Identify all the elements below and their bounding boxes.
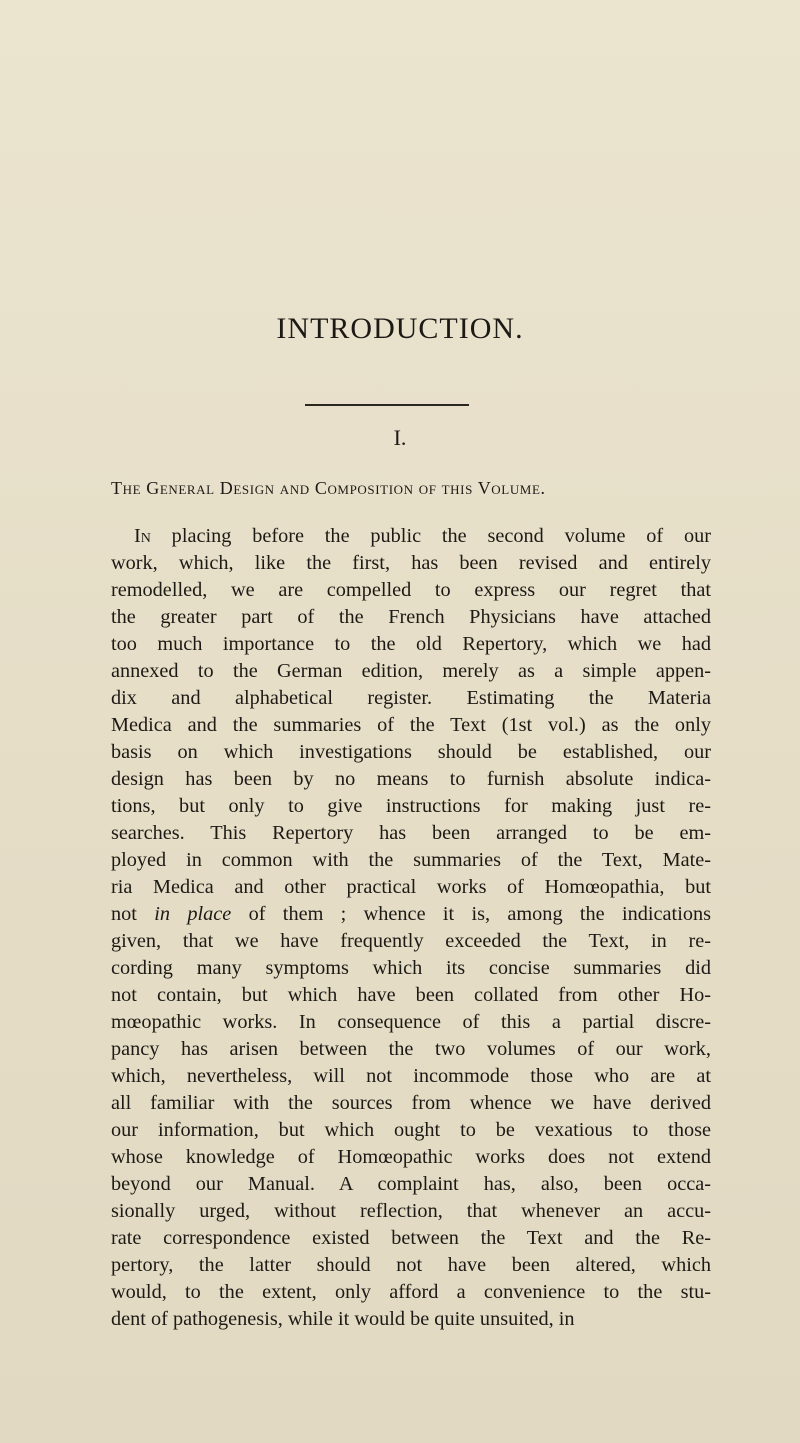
section-number: I. xyxy=(393,425,407,450)
text-line: too much importance to the old Repertory, which we had xyxy=(111,633,711,655)
text-line: In placing before the public the second volume of our xyxy=(134,525,711,547)
text-line: dent of pathogenesis, while it would be quite unsuited, in xyxy=(111,1308,575,1330)
text-line: pertory, the latter should not have been altered, which xyxy=(111,1254,711,1276)
text-line: whose knowledge of Homœopathic works does not extend xyxy=(111,1146,711,1168)
text-line: sionally urged, without reflection, that whenever an accu- xyxy=(111,1200,711,1222)
text-line: design has been by no means to furnish absolute indica- xyxy=(111,768,711,790)
text-line: ployed in common with the summaries of the Text, Mate- xyxy=(111,849,711,871)
text-line: basis on which investigations should be established, our xyxy=(111,741,711,763)
text-line: rate correspondence existed between the Text and the Re- xyxy=(111,1227,711,1249)
paragraph-lead: In xyxy=(134,525,151,547)
text-line: not contain, but which have been collated from other Ho- xyxy=(111,984,711,1006)
text-line: cording many symptoms which its concise summaries did xyxy=(111,957,711,979)
text-line: our information, but which ought to be vexatious to those xyxy=(111,1119,711,1141)
text-line: tions, but only to give instructions for making just re- xyxy=(111,795,711,817)
body-paragraph xyxy=(111,523,711,1333)
text-line: pancy has arisen between the two volumes of our work, xyxy=(111,1038,711,1060)
text-line: not in place of them ; whence it is, among the indications xyxy=(111,903,712,925)
text-line: mœopathic works. In consequence of this a partial discre- xyxy=(111,1011,711,1033)
text-line: would, to the extent, only afford a convenience to the stu- xyxy=(111,1281,711,1303)
text-line: which, nevertheless, will not incommode those who are at xyxy=(111,1065,711,1087)
text-line: annexed to the German edition, merely as a simple appen- xyxy=(111,660,711,682)
text-line: Medica and the summaries of the Text (1st vol.) as the only xyxy=(111,714,711,736)
text-line: given, that we have frequently exceeded the Text, in re- xyxy=(111,930,711,952)
text-line: searches. This Repertory has been arranged to be em- xyxy=(111,822,711,844)
page-heading: INTRODUCTION. xyxy=(276,312,524,345)
heading-rule xyxy=(305,404,469,406)
italic-phrase: in place xyxy=(154,903,232,925)
text-line: the greater part of the French Physicians have attached xyxy=(111,606,711,628)
text-line: remodelled, we are compelled to express our regret that xyxy=(111,579,711,601)
text-line: beyond our Manual. A complaint has, also, been occa- xyxy=(111,1173,711,1195)
text-line: all familiar with the sources from whence we have derived xyxy=(111,1092,711,1114)
section-title: The General Design and Composition of this Volume. xyxy=(111,478,546,498)
text-line: dix and alphabetical register. Estimating the Materia xyxy=(111,687,711,709)
text-line: ria Medica and other practical works of Homœopathia, but xyxy=(111,876,711,898)
text-line: work, which, like the first, has been revised and entirely xyxy=(111,552,711,574)
